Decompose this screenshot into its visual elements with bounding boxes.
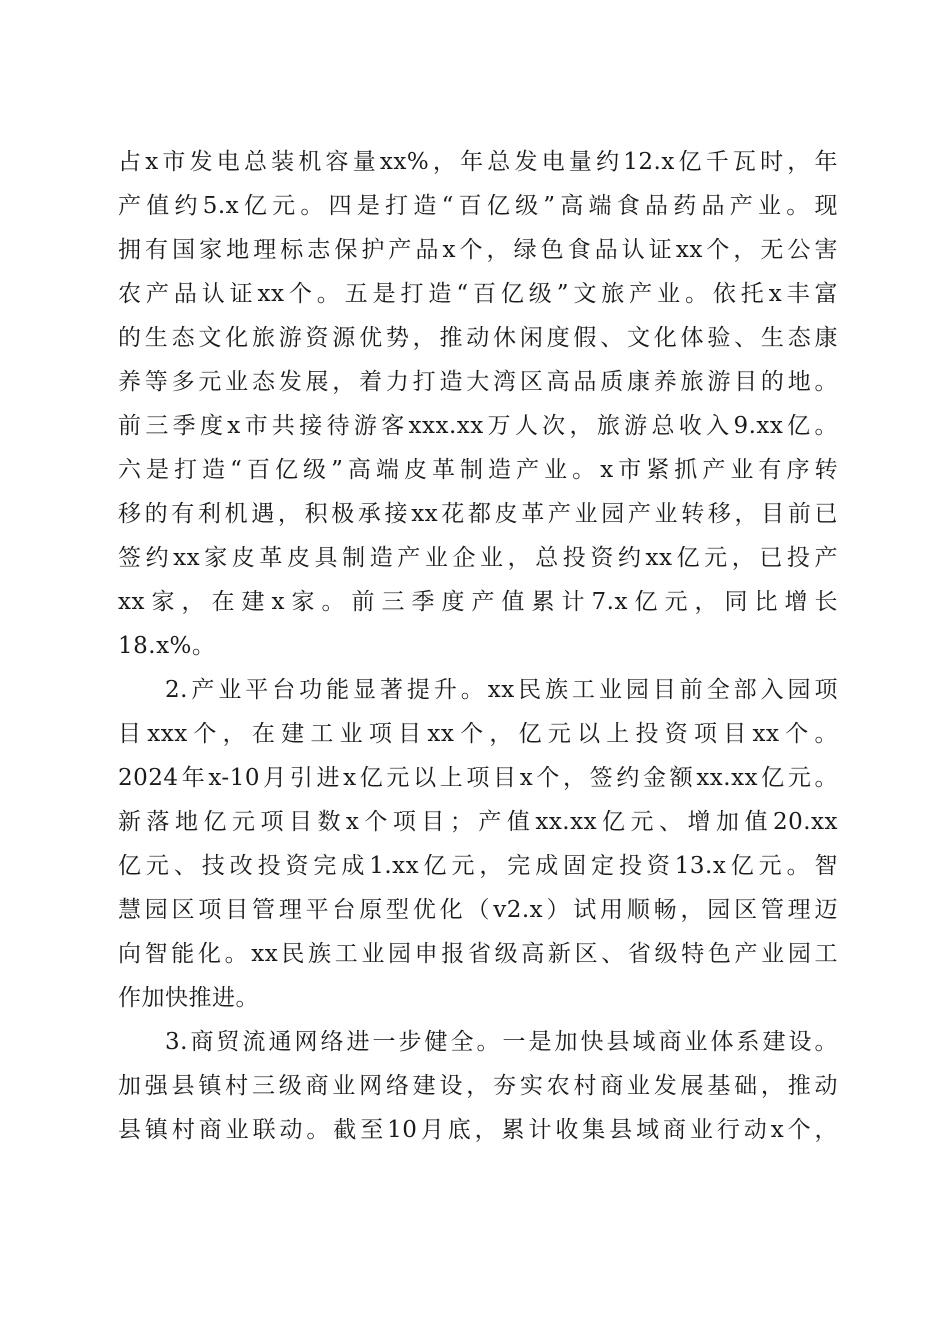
- text-line-2: 产值约5.x亿元。四是打造“百亿级”高端食品药品产业。现: [118, 193, 838, 219]
- text-line-1: 占x市发电总装机容量xx%，年总发电量约12.x亿千瓦时，年: [118, 149, 838, 175]
- paragraph-3-heading-line: 3.商贸流通网络进一步健全。一是加快县域商业体系建设。: [165, 1029, 838, 1055]
- text-line-11: xx家，在建x家。前三季度产值累计7.x亿元，同比增长: [118, 589, 838, 615]
- text-line-6: 养等多元业态发展，着力打造大湾区高品质康养旅游目的地。: [118, 369, 838, 395]
- text-line-14: 目xxx个，在建工业项目xx个，亿元以上投资项目xx个。: [118, 721, 838, 747]
- text-line-20: 作加快推进。: [118, 985, 259, 1011]
- paragraph-2-heading-line: 2.产业平台功能显著提升。xx民族工业园目前全部入园项: [165, 677, 838, 703]
- text-line-19: 向智能化。xx民族工业园申报省级高新区、省级特色产业园工: [118, 941, 838, 967]
- text-line-15: 2024年x-10月引进x亿元以上项目x个，签约金额xx.xx亿元。: [118, 765, 838, 791]
- text-line-9: 移的有利机遇，积极承接xx花都皮革产业园产业转移，目前已: [118, 501, 838, 527]
- text-line-8: 六是打造“百亿级”高端皮革制造产业。x市紧抓产业有序转: [118, 457, 838, 483]
- text-line-22: 加强县镇村三级商业网络建设，夯实农村商业发展基础，推动: [118, 1073, 838, 1099]
- text-line-23: 县镇村商业联动。截至10月底，累计收集县域商业行动x个，: [118, 1117, 838, 1143]
- text-line-7: 前三季度x市共接待游客xxx.xx万人次，旅游总收入9.xx亿。: [118, 413, 838, 439]
- text-line-4: 农产品认证xx个。五是打造“百亿级”文旅产业。依托x丰富: [118, 281, 838, 307]
- text-line-3: 拥有国家地理标志保护产品x个，绿色食品认证xx个，无公害: [118, 237, 838, 263]
- text-line-17: 亿元、技改投资完成1.xx亿元，完成固定投资13.x亿元。智: [118, 853, 838, 879]
- text-line-16: 新落地亿元项目数x个项目；产值xx.xx亿元、增加值20.xx: [118, 809, 838, 835]
- text-line-5: 的生态文化旅游资源优势，推动休闲度假、文化体验、生态康: [118, 325, 838, 351]
- text-line-12: 18.x%。: [118, 633, 216, 659]
- document-body: [118, 140, 838, 1152]
- text-line-18: 慧园区项目管理平台原型优化（v2.x）试用顺畅，园区管理迈: [118, 897, 838, 923]
- text-line-10: 签约xx家皮革皮具制造产业企业，总投资约xx亿元，已投产: [118, 545, 838, 571]
